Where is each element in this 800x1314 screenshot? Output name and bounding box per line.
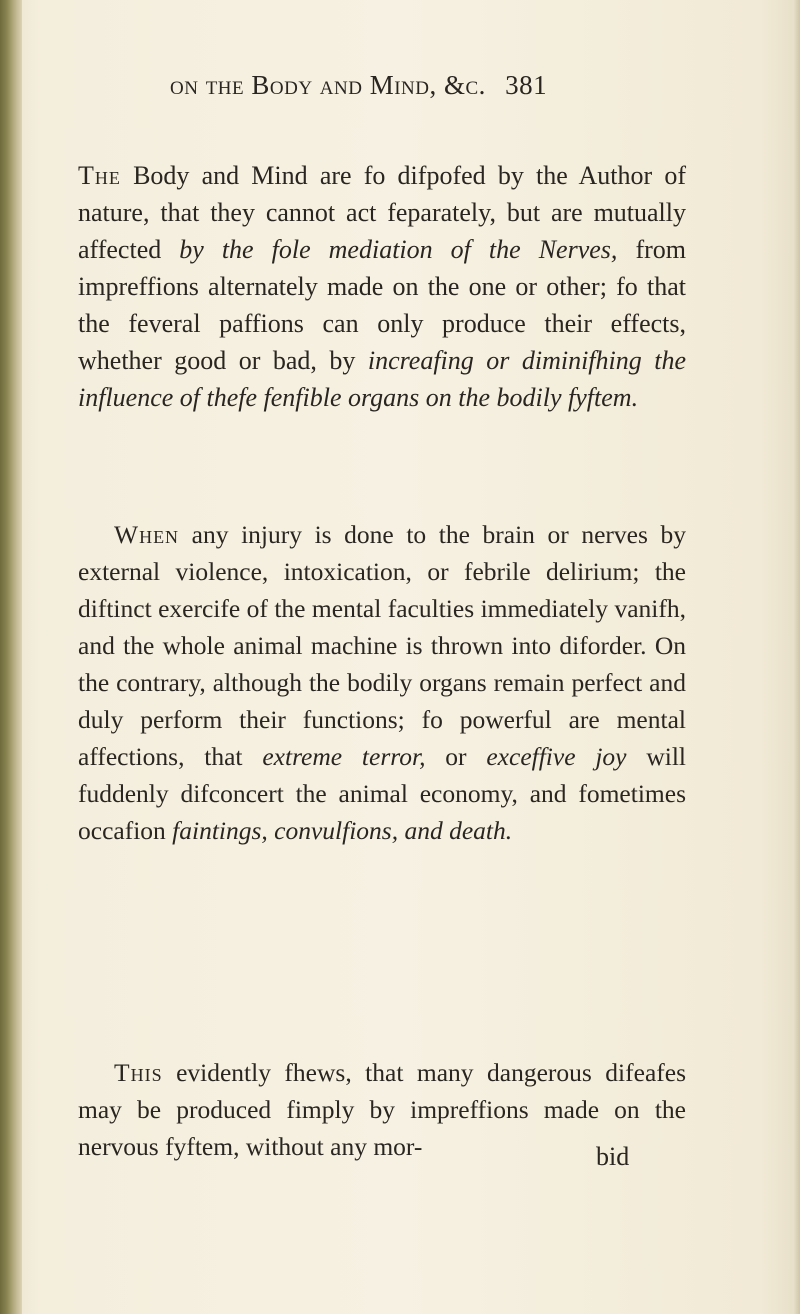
paragraph-1-italic-a: by the fole mediation of the Nerves, (179, 235, 618, 264)
paragraph-2-italic-b: exceffive joy (486, 741, 627, 771)
paragraph-2-text-b: or (425, 741, 487, 771)
paragraph-1-text-a: Body and Mind are fo difpofed by the Author of nature, that they cannot act feparately, but are mutually affected (78, 161, 686, 264)
running-title: on the Body and Mind, &c. (170, 70, 486, 100)
page-binding-edge (0, 0, 22, 1314)
catchword: bid (596, 1142, 630, 1171)
page-right-edge (794, 0, 800, 1314)
paragraph-2-italic-a: extreme terror, (262, 741, 426, 771)
paragraph-2-lead: When (114, 519, 180, 549)
paragraph-2-text-a: any injury is done to the brain or nerves by external violence, intoxication, or febrile delirium; the diftinct exercife of the mental faculties immediately vanifh, and the whole animal machine is thrown into diforder. On the contrary, although the bodily organs remain perfect and duly perform their functions; fo powerful are mental affections, that (78, 519, 686, 771)
paragraph-3-text: evidently fhews, that many dangerous difeafes may be produced fimply by impreffions made on the nervous fyftem, without any mor- (78, 1057, 686, 1161)
paragraph-1-italic-b: increafing or diminifhing the influence of thefe fenfible organs on the bodily fyftem. (78, 346, 686, 412)
paragraph-2-italic-c: faintings, convulfions, and death. (172, 815, 513, 845)
paragraph-1-text-b: from impreffions alternately made on the one or other; fo that the feveral paffions can only produce their effects, whether good or bad, by (78, 235, 686, 375)
paragraph-1-lead: The (78, 161, 121, 190)
paragraph-2-text-c: will fuddenly difconcert the animal economy, and fometimes occafion (78, 741, 687, 845)
paragraph-3 (78, 1054, 686, 1165)
page-header (170, 70, 770, 110)
paragraph-2 (78, 516, 686, 849)
paragraph-3-lead: This (114, 1057, 163, 1087)
paragraph-1 (78, 157, 686, 416)
page-number: 381 (505, 70, 548, 100)
